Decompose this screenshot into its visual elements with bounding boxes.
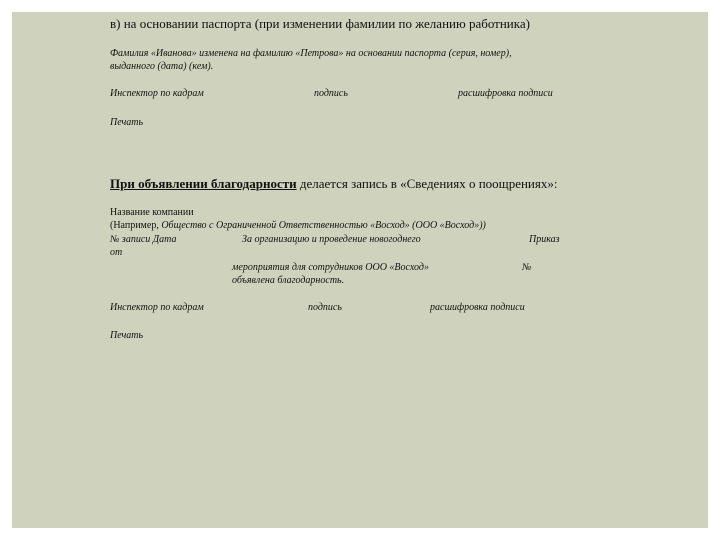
record-columns: № записи Дата: [110, 234, 177, 245]
stamp-label-2: Печать: [110, 330, 144, 341]
section-heading: в) на основании паспорта (при изменении фамилии по желанию работника): [110, 16, 530, 31]
issued-line: выданного (дата) (кем).: [110, 61, 214, 72]
number-sign: №: [522, 262, 532, 273]
company-example: [110, 220, 486, 231]
stamp-label: Печать: [110, 117, 144, 128]
slide: [12, 12, 708, 528]
decoding-label-2: расшифровка подписи: [430, 302, 525, 313]
from-label: от: [110, 247, 123, 258]
gratitude-heading-bold: При объявлении благодарности: [110, 176, 297, 191]
event-description: За организацию и проведение новогоднего: [242, 234, 421, 245]
gratitude-heading: [110, 176, 557, 192]
event-line: мероприятия для сотрудников ООО «Восход»: [232, 262, 429, 273]
announced-line: объявлена благодарность.: [232, 275, 345, 286]
company-example-name: Общество с Ограниченной Ответственностью «Восход» (ООО «Восход»)): [161, 220, 486, 231]
order-label: Приказ: [529, 234, 560, 245]
company-example-prefix: (Например,: [110, 220, 162, 231]
decoding-label: расшифровка подписи: [458, 88, 553, 99]
surname-change-line: Фамилия «Иванова» изменена на фамилию «Петрова» на основании паспорта (серия, номер),: [110, 48, 512, 59]
signature-label: подпись: [314, 88, 348, 99]
inspector-label: Инспектор по кадрам: [110, 88, 204, 99]
gratitude-heading-rest: делается запись в «Сведениях о поощрениях»:: [296, 176, 558, 191]
inspector-label-2: Инспектор по кадрам: [110, 302, 204, 313]
signature-label-2: подпись: [308, 302, 342, 313]
company-label: Название компании: [110, 207, 194, 218]
